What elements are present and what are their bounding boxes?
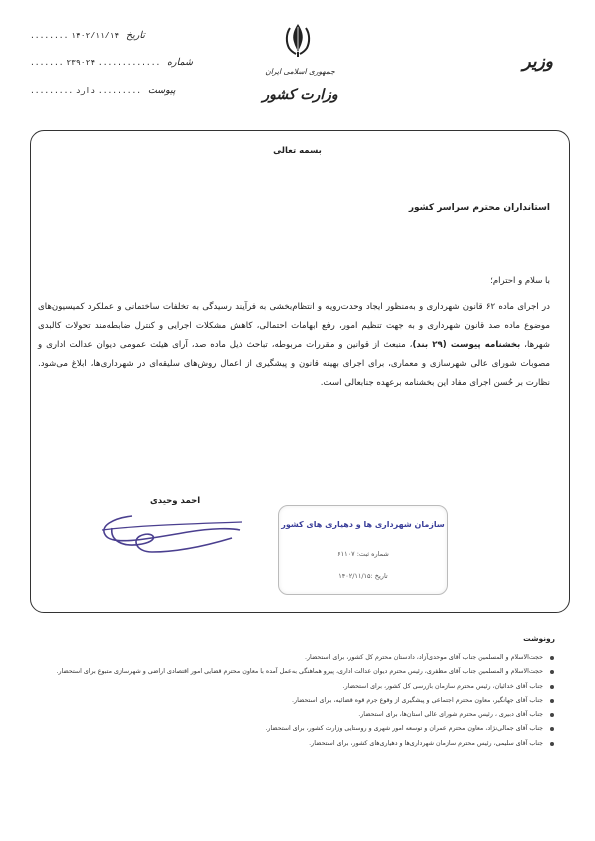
greeting: با سلام و احترام؛ (490, 276, 550, 286)
cc-item: جناب آقای جهانگیر، معاون محترم اجتماعی و پیشگیری از وقوع جرم قوه قضائیه، برای استحضار. (40, 694, 543, 708)
cc-item: جناب آقای دبیری ، رئیس محترم شورای عالی استان‌ها، برای استحضار. (40, 708, 543, 722)
iran-emblem-icon (283, 22, 313, 58)
minister-title: وزیر (522, 52, 553, 72)
attachment-value: دارد (75, 87, 96, 96)
body-bold: بخشنامه پیوست (۲۹ بند) (412, 340, 521, 350)
cc-heading: رونوشت (523, 634, 555, 643)
body-before: در اجرای ماده ۶۲ قانون شهرداری و به‌منظور ایجاد وحدت‌رویه و انتظام‌بخشی به فرآیند رسیدگی به تخلفات ساختمانی و عملکرد کمیسیون‌های موضوع ماده صد قانون شهرداری و به جهت تنظیم امور، رفع ابهامات احتمالی، کاهش مشکلات اجرایی و کنترل ضابطه‌مند تحولات کالبدی شهرها، (38, 302, 551, 350)
cc-item: جناب آقای جمالی‌نژاد، معاون محترم عمران و توسعه امور شهری و روستایی وزارت کشور، برای استحضار. (40, 722, 543, 736)
bismillah: بسمه تعالی (273, 146, 322, 156)
cc-item: جناب آقای سلیمی، رئیس محترم سازمان شهرداری‌ها و دهیاری‌های کشور، برای استحضار. (40, 737, 543, 751)
signature-name: احمد وحیدی (150, 496, 201, 506)
recipient: استانداران محترم سراسر کشور (408, 203, 550, 213)
signature-icon (92, 508, 242, 558)
stamp-title: سازمان شهرداری ها و دهیاری های کشور (281, 520, 445, 529)
stamp-date: تاریخ :۱۴۰۲/۱۱/۱۵ (338, 572, 388, 580)
number-value: ۲۳۹۰۲۴ (66, 59, 96, 68)
cc-item: جناب آقای خدائیان، رئیس محترم سازمان بازرسی کل کشور، برای استحضار. (40, 680, 543, 694)
organization-stamp (278, 505, 448, 595)
number-line: شماره ............. ۲۳۹۰۲۴ ....... (30, 57, 193, 68)
cc-list (40, 651, 555, 751)
attachment-label: پیوست (147, 85, 176, 96)
number-label: شماره (167, 57, 193, 68)
emblem-caption: جمهوری اسلامی ایران (265, 67, 335, 76)
date-label: تاریخ (125, 30, 145, 41)
letter-body (38, 298, 550, 393)
cc-item: حجت‌الاسلام و المسلمین جناب آقای موحدی‌آزاد، دادستان محترم کل کشور، برای استحضار. (40, 651, 543, 665)
ministry-title: وزارت کشور (262, 87, 338, 103)
date-value: ۱۴۰۲/۱۱/۱۴ (71, 32, 120, 41)
cc-item: حجت‌الاسلام و المسلمین جناب آقای مظفری، رئیس محترم دیوان عدالت اداری، پیرو هماهنگی به‌عمل آمده با معاون محترم قضایی امور اقتصادی اراضی و شهرسازی متبوع برای استحضار. (40, 665, 543, 679)
date-line: تاریخ ۱۴۰۲/۱۱/۱۴ ........ (30, 30, 145, 41)
stamp-registration: شماره ثبت: ۶۱۱۰۷ (337, 550, 389, 558)
body-after: ، منبعث از قوانین و مقررات مربوطه، تباحث ذیل ماده صد، آرای هیئت عمومی دیوان عدالت اداری و مصوبات شورای عالی شهرسازی و معماری، برای اجرای بهینه قانون و پیشگیری از اعمال روش‌های سلیقه‌ای در شهرداری‌ها، ابلاغ می‌شود. نظارت بر حُسن اجرای مفاد این بخشنامه برعهده جنابعالی است. (38, 340, 550, 388)
attachment-line: پیوست ......... دارد ......... (30, 85, 176, 96)
